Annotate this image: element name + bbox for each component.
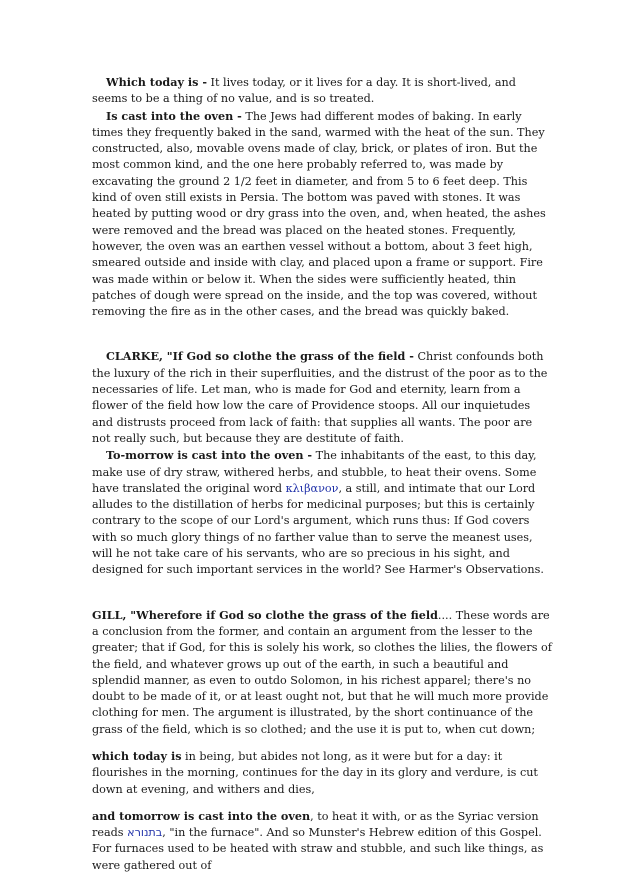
paragraph-gill-grass <box>92 607 554 738</box>
paragraph-text: , to heat it with, or as the Syriac version reads <box>92 809 539 840</box>
paragraph-lead: Is cast into the oven - <box>106 108 242 123</box>
paragraph-gill-oven <box>92 808 554 874</box>
paragraph-text: .... These words are a conclusion from the former, and contain an argument from the lesser to the greater; that if God, for this is solely his work, so clothes the lilies, the flowers of the field, and whatever grows up out of the earth, in such a beautiful and splendid manner, as even to outdo Solomon, in his richest apparel; there's no doubt to be made of it, or at least ought not, but that he will much more provide clothing for men. The argument is illustrated, by the short continuance of the grass of the field, which is so clothed; and the use it is put to, when cut down; <box>92 608 552 736</box>
paragraph-barnes-oven <box>92 108 554 321</box>
paragraph-clarke-oven <box>92 447 554 578</box>
paragraph-lead: CLARKE, "If God so clothe the grass of the field - <box>106 349 414 364</box>
paragraph-barnes-today <box>92 74 554 108</box>
greek-word: κλιβανον <box>285 481 339 495</box>
paragraph-lead: which today is <box>92 748 182 763</box>
paragraph-clarke-grass <box>92 348 554 447</box>
paragraph-text: in being, but abides not long, as it were but for a day: it flourishes in the morning, continues for the day in its glory and verdure, is cut down at evening, and withers and dies, <box>92 749 538 796</box>
paragraph-text: , "in the furnace". And so Munster's Hebrew edition of this Gospel. For furnaces used to be heated with straw and stubble, and such like things, as were gathered out of <box>92 826 544 872</box>
paragraph-gap <box>92 738 554 748</box>
section-gap <box>92 320 554 348</box>
paragraph-lead: Which today is - <box>106 75 207 89</box>
paragraph-lead: GILL, "Wherefore if God so clothe the grass of the field <box>92 607 438 622</box>
section-gap <box>92 579 554 607</box>
paragraph-text: , a still, and intimate that our Lord alludes to the distillation of herbs for medicinal purposes; but this is certainly contrary to the scope of our Lord's argument, which runs thus: If God covers with so much glory things of no farther value than to serve the meanest uses, will he not take care of his servants, who are so precious in his sight, and designed for such important services in the world? See Harmer's Observations. <box>92 481 544 577</box>
paragraph-lead: To-morrow is cast into the oven - <box>106 448 313 463</box>
paragraph-text: The Jews had different modes of baking. In early times they frequently baked in the sand, warmed with the heat of the sun. They constructed, also, movable ovens made of clay, brick, or plates of iron. But the most common kind, and the one here probably referred to, was made by excavating the ground 2 1/2 feet in diameter, and from 5 to 6 feet deep. This kind of oven still exists in Persia. The bottom was paved with stones. It was heated by putting wood or dry grass into the oven, and, when heated, the ashes were removed and the bread was placed on the heated stones. Frequently, however, the oven was an earthen vessel without a bottom, about 3 feet high, smeared outside and inside with clay, and placed upon a frame or support. Fire was made within or below it. When the sides were sufficiently heated, thin patches of dough were spread on the inside, and the top was covered, without removing the fire as in the other cases, and the bread was quickly baked. <box>92 109 546 319</box>
paragraph-text: Christ confounds both the luxury of the rich in their superfluities, and the distrust of the poor as to the necessaries of life. Let man, who is made for God and eternity, learn from a flower of the field how low the care of Providence stoops. All our inquietudes and distrusts proceed from lack of faith: that supplies all wants. The poor are not really such, but because they are destitute of faith. <box>92 350 548 445</box>
paragraph-gap <box>92 798 554 808</box>
paragraph-text: It lives today, or it lives for a day. It is short-lived, and seems to be a thing of no value, and is so treated. <box>92 76 516 106</box>
document-body <box>92 74 554 874</box>
paragraph-text: The inhabitants of the east, to this day, make use of dry straw, withered herbs, and stubble, to heat their ovens. Some have translated the original word <box>92 449 537 495</box>
paragraph-gill-today <box>92 748 554 798</box>
hebrew-word: בתנורא <box>127 826 163 840</box>
paragraph-lead: and tomorrow is cast into the oven <box>92 808 311 823</box>
